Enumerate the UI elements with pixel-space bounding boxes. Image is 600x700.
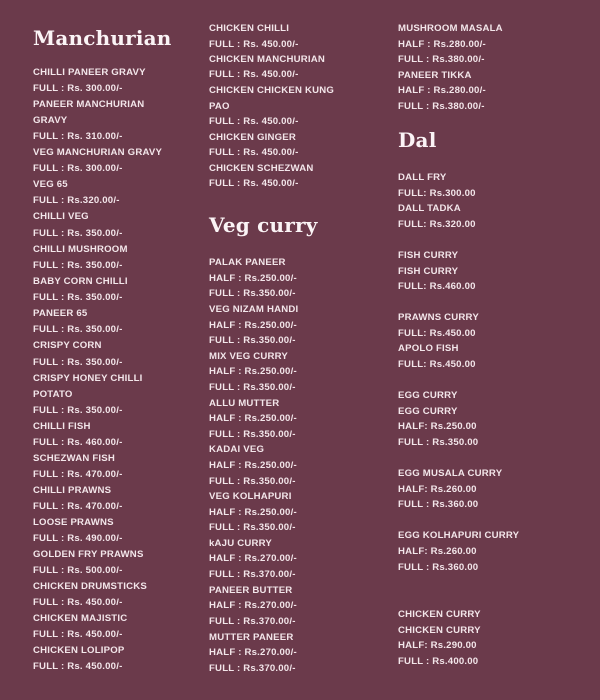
menu-item-name: CHILLI PRAWNS (33, 485, 112, 496)
menu-item-name: CHICKEN SCHEZWAN (209, 163, 314, 174)
menu-item-name: CHILLI MUSHROOM (33, 244, 128, 255)
menu-item-price: FULL: Rs.460.00 (398, 281, 476, 292)
menu-item-name: CHICKEN CHILLI (209, 23, 290, 34)
menu-item-price: FULL : Rs.350.00/- (209, 335, 296, 346)
menu-item-name: CHICKEN MAJISTIC (33, 613, 128, 624)
menu-item-price: FULL : Rs. 350.00/- (33, 260, 123, 271)
menu-item-price: FULL: Rs.300.00 (398, 188, 476, 199)
menu-item-price: HALF : Rs.250.00/- (209, 320, 297, 331)
menu-item-name: PRAWNS CURRY (398, 312, 479, 323)
menu-item-price: FULL : Rs. 350.00/- (33, 324, 123, 335)
menu-item-name: CHICKEN LOLIPOP (33, 645, 125, 656)
menu-item-price: HALF : Rs.250.00/- (209, 507, 297, 518)
menu-item-price: HALF : Rs.250.00/- (209, 460, 297, 471)
menu-item-price: FULL : Rs. 450.00/- (209, 116, 299, 127)
menu-item-name: MUSHROOM MASALA (398, 23, 503, 34)
menu-item-name: MIX VEG CURRY (209, 351, 289, 362)
menu-item-name: CHILLI PANEER GRAVY (33, 67, 146, 78)
menu-item-price: FULL : Rs. 310.00/- (33, 131, 123, 142)
menu-item-price: FULL : Rs.350.00/- (209, 288, 296, 299)
menu-item-name: POTATO (33, 389, 73, 400)
menu-item-name: VEG 65 (33, 179, 68, 190)
menu-item-price: FULL : Rs. 450.00/- (209, 147, 299, 158)
menu-item-price: FULL : Rs.380.00/- (398, 54, 485, 65)
menu-item-price: FULL : Rs. 350.00/- (33, 357, 123, 368)
menu-item-name: FISH CURRY (398, 250, 459, 261)
menu-item-price: FULL : Rs. 450.00/- (33, 597, 123, 608)
menu-item-price: FULL : Rs. 500.00/- (33, 565, 123, 576)
menu-item-name: CHICKEN CHICKEN KUNG (209, 85, 334, 96)
menu-item-price: HALF : Rs.280.00/- (398, 85, 486, 96)
menu-item-price: FULL : Rs. 300.00/- (33, 163, 123, 174)
menu-item-price: FULL : Rs.370.00/- (209, 663, 296, 674)
menu-item-price: HALF : Rs.280.00/- (398, 39, 486, 50)
menu-item-name: CHICKEN CURRY (398, 625, 481, 636)
menu-item-price: FULL : Rs.350.00 (398, 437, 479, 448)
menu-item-name: PANEER TIKKA (398, 70, 472, 81)
menu-item-name: SCHEZWAN FISH (33, 453, 116, 464)
menu-item-price: FULL : Rs. 350.00/- (33, 405, 123, 416)
menu-item-name: VEG MANCHURIAN GRAVY (33, 147, 163, 158)
menu-item-name: VEG NIZAM HANDI (209, 304, 299, 315)
menu-item-name: CHICKEN MANCHURIAN (209, 54, 326, 65)
menu-item-name: CRISPY HONEY CHILLI (33, 373, 143, 384)
menu-item-price: HALF : Rs.250.00/- (209, 366, 297, 377)
menu-item-price: FULL : Rs. 450.00/- (209, 69, 299, 80)
menu-item-price: HALF : Rs.270.00/- (209, 600, 297, 611)
menu-item-price: FULL : Rs. 350.00/- (33, 292, 123, 303)
menu-item-price: FULL : Rs.350.00/- (209, 476, 296, 487)
menu-item-price: HALF : Rs.250.00/- (209, 413, 297, 424)
menu-item-price: FULL : Rs. 300.00/- (33, 83, 123, 94)
menu-item-price: FULL : Rs. 450.00/- (209, 178, 299, 189)
section-heading: Veg curry (209, 213, 318, 237)
menu-item-name: DALL TADKA (398, 203, 461, 214)
menu-item-price: HALF: Rs.290.00 (398, 640, 477, 651)
menu-item-name: EGG CURRY (398, 406, 458, 417)
menu-item-price: FULL : Rs. 450.00/- (33, 661, 123, 672)
section-heading: Manchurian (33, 26, 172, 50)
menu-item-name: CHILLI VEG (33, 211, 89, 222)
menu-item-price: HALF : Rs.270.00/- (209, 553, 297, 564)
menu-item-price: HALF: Rs.260.00 (398, 484, 477, 495)
menu-item-name: CHICKEN GINGER (209, 132, 297, 143)
menu-item-price: FULL : Rs.360.00 (398, 499, 479, 510)
menu-item-price: FULL: Rs.450.00 (398, 328, 476, 339)
menu-item-name: FISH CURRY (398, 266, 459, 277)
menu-item-price: FULL : Rs. 450.00/- (209, 39, 299, 50)
menu-item-name: PANEER BUTTER (209, 585, 293, 596)
menu-item-price: FULL : Rs. 470.00/- (33, 501, 123, 512)
menu-item-name: VEG KOLHAPURI (209, 491, 292, 502)
menu-item-price: FULL : Rs. 350.00/- (33, 228, 123, 239)
menu-item-name: kAJU CURRY (209, 538, 272, 549)
menu-item-name: EGG MUSALA CURRY (398, 468, 503, 479)
menu-item-name: MUTTER PANEER (209, 632, 294, 643)
menu-item-name: KADAI VEG (209, 444, 265, 455)
menu-item-name: PALAK PANEER (209, 257, 286, 268)
menu-item-name: BABY CORN CHILLI (33, 276, 128, 287)
menu-item-price: FULL : Rs.350.00/- (209, 522, 296, 533)
menu-item-price: FULL : Rs. 460.00/- (33, 437, 123, 448)
menu-item-price: FULL: Rs.320.00 (398, 219, 476, 230)
menu-item-name: ALLU MUTTER (209, 398, 280, 409)
menu-item-price: FULL : Rs.370.00/- (209, 616, 296, 627)
menu-item-name: CRISPY CORN (33, 340, 102, 351)
menu-item-name: GRAVY (33, 115, 68, 126)
menu-item-name: APOLO FISH (398, 343, 459, 354)
menu-item-name: DALL FRY (398, 172, 447, 183)
menu-item-name: CHICKEN CURRY (398, 609, 481, 620)
menu-item-name: EGG CURRY (398, 390, 458, 401)
menu-item-price: HALF: Rs.250.00 (398, 421, 477, 432)
menu-item-price: FULL: Rs.450.00 (398, 359, 476, 370)
menu-item-price: FULL : Rs. 470.00/- (33, 469, 123, 480)
menu-item-price: FULL : Rs.370.00/- (209, 569, 296, 580)
menu-item-name: CHICKEN DRUMSTICKS (33, 581, 147, 592)
menu-item-name: PAO (209, 101, 230, 112)
menu-item-price: FULL : Rs. 450.00/- (33, 629, 123, 640)
menu-item-name: PANEER MANCHURIAN (33, 99, 145, 110)
menu-item-name: LOOSE PRAWNS (33, 517, 114, 528)
menu-item-name: GOLDEN FRY PRAWNS (33, 549, 144, 560)
menu-item-price: FULL : Rs.400.00 (398, 656, 479, 667)
menu-item-name: EGG KOLHAPURI CURRY (398, 530, 520, 541)
menu-item-price: HALF : Rs.250.00/- (209, 273, 297, 284)
menu-item-name: PANEER 65 (33, 308, 88, 319)
section-heading: Dal (398, 128, 437, 152)
menu-item-price: HALF: Rs.260.00 (398, 546, 477, 557)
menu-item-price: FULL : Rs. 490.00/- (33, 533, 123, 544)
menu-item-price: FULL : Rs.360.00 (398, 562, 479, 573)
menu-item-price: FULL : Rs.350.00/- (209, 382, 296, 393)
menu-item-price: FULL : Rs.380.00/- (398, 101, 485, 112)
menu-item-name: CHILLI FISH (33, 421, 91, 432)
menu-item-price: FULL : Rs.320.00/- (33, 195, 120, 206)
menu-item-price: FULL : Rs.350.00/- (209, 429, 296, 440)
menu-item-price: HALF : Rs.270.00/- (209, 647, 297, 658)
